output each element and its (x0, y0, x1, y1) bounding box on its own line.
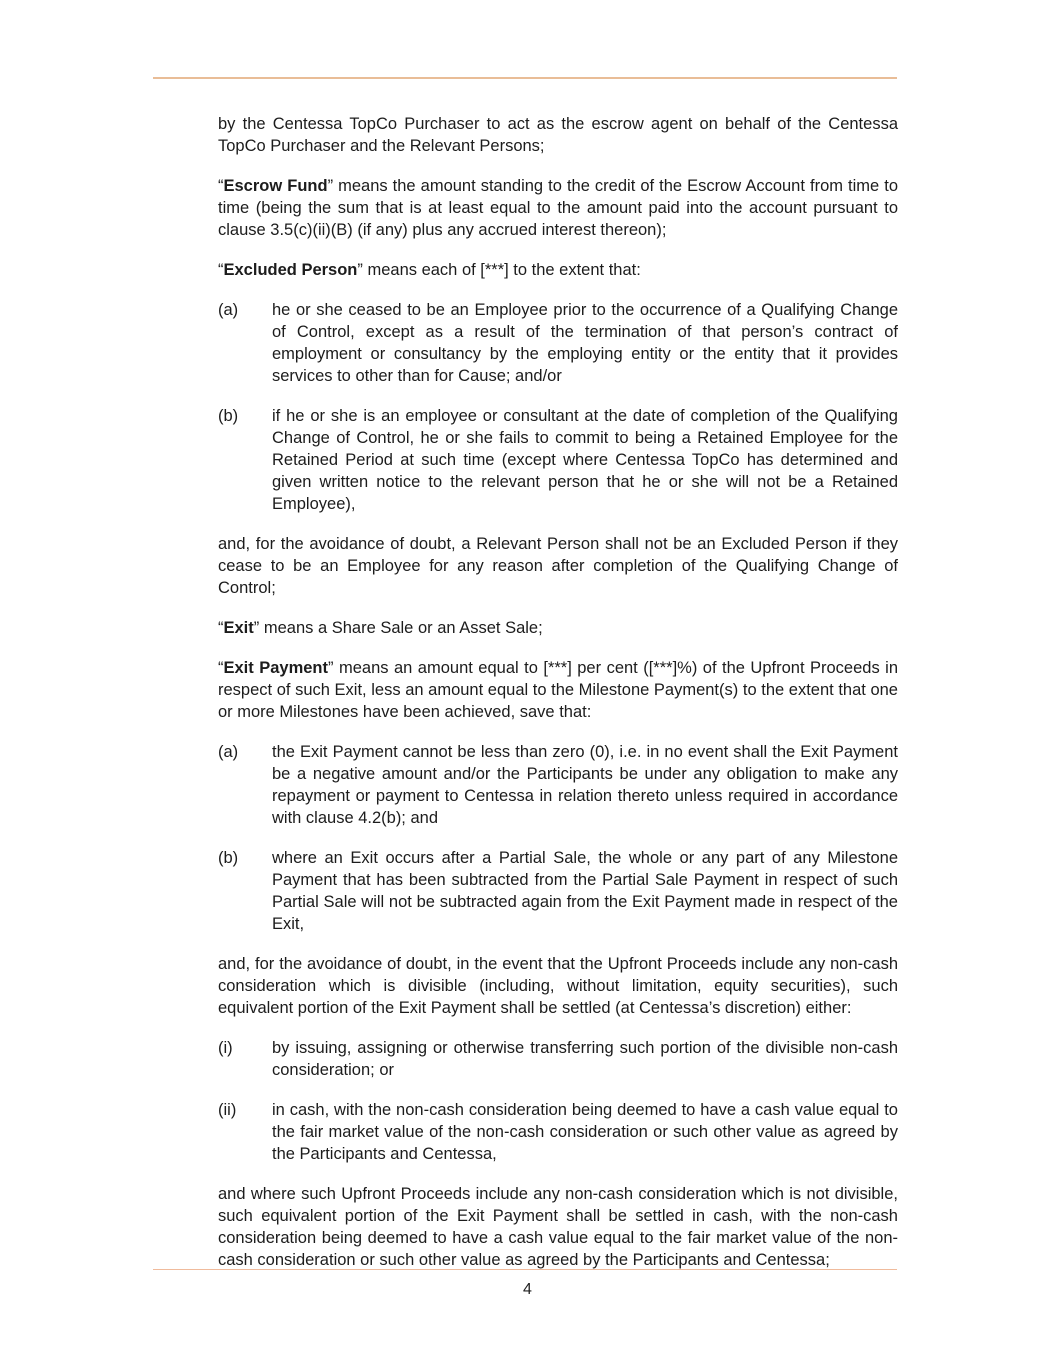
paragraph-text: in cash, with the non-cash consideration being deemed to have a cash value equal to the fair market value of the non-cash consideration or such other value as agreed by the Participants and Centessa, (272, 1101, 898, 1163)
clause-list-item (218, 741, 898, 829)
paragraph-text: the Exit Payment cannot be less than zero (0), i.e. in no event shall the Exit Payment be a negative amount and/or the Participants be under any obligation to make any repayment or payment to Centessa in relation thereto unless required in accordance with clause 4.2(b); and (272, 743, 898, 827)
clause-list-item (218, 847, 898, 935)
paragraph-text: and, for the avoidance of doubt, a Relevant Person shall not be an Excluded Person if they cease to be an Employee for any reason after completion of the Qualifying Change of Control; (218, 535, 898, 597)
clause-marker: (b) (218, 849, 239, 867)
clause-list-item (218, 1037, 898, 1081)
header-rule (153, 77, 897, 79)
open-quote: “ (218, 659, 224, 677)
paragraph-text: and, for the avoidance of doubt, in the event that the Upfront Proceeds include any non-cash consideration which is divisible (including, without limitation, equity securities), such equivalent portion of the Exit Payment shall be settled (at Centessa’s discretion) either: (218, 955, 898, 1017)
clause-marker: (a) (218, 743, 239, 761)
open-quote: “ (218, 177, 224, 195)
close-quote: ” (357, 261, 363, 279)
paragraph-text: means a Share Sale or an Asset Sale; (259, 619, 543, 637)
document-body (218, 113, 898, 1289)
clause-marker: (ii) (218, 1101, 237, 1119)
clause-list-item (218, 1099, 898, 1165)
paragraph-text: by issuing, assigning or otherwise transferring such portion of the divisible non-cash consideration; or (272, 1039, 898, 1079)
open-quote: “ (218, 619, 224, 637)
paragraph-text: he or she ceased to be an Employee prior to the occurrence of a Qualifying Change of Control, except as a result of the termination of that person’s contract of employment or consultancy by the employing entity or the entity that it provides services to other than for Cause; and/or (272, 301, 898, 385)
footer-rule (153, 1269, 897, 1270)
paragraph-text: and where such Upfront Proceeds include any non-cash consideration which is not divisible, such equivalent portion of the Exit Payment shall be settled in cash, with the non-cash consideration being deemed to have a cash value equal to the fair market value of the non-cash consideration or such other value as agreed by the Participants and Centessa; (218, 1185, 898, 1269)
clause-list-item (218, 299, 898, 387)
paragraph (218, 533, 898, 599)
close-quote: ” (328, 659, 334, 677)
paragraph-text: by the Centessa TopCo Purchaser to act as the escrow agent on behalf of the Centessa TopCo Purchaser and the Relevant Persons; (218, 115, 898, 155)
definition-paragraph (218, 617, 898, 639)
close-quote: ” (253, 619, 260, 637)
clause-marker: (b) (218, 407, 239, 425)
defined-term: Excluded Person (223, 261, 358, 279)
paragraph-text: means the amount standing to the credit of the Escrow Account from time to time (being the sum that is at least equal to the amount paid into the account pursuant to clause 3.5(c)(ii)(B) (if any) plus any accrued interest thereon); (218, 177, 898, 239)
paragraph-text: where an Exit occurs after a Partial Sale, the whole or any part of any Milestone Payment that has been subtracted from the Partial Sale Payment in respect of such Partial Sale will not be subtracted again from the Exit Payment made in respect of the Exit, (272, 849, 898, 933)
defined-term: Exit Payment (223, 659, 329, 677)
paragraph-text: means each of [***] to the extent that: (362, 261, 641, 279)
defined-term: Escrow Fund (223, 177, 328, 195)
definition-paragraph (218, 657, 898, 723)
clause-marker: (i) (218, 1039, 233, 1057)
paragraph (218, 953, 898, 1019)
paragraph-text: if he or she is an employee or consultant at the date of completion of the Qualifying Change of Control, he or she fails to commit to being a Retained Employee for the Retained Period at such time (except where Centessa TopCo has determined and given written notice to the relevant person that he or she will not be a Retained Employee), (272, 407, 898, 513)
clause-list-item (218, 405, 898, 515)
close-quote: ” (327, 177, 334, 195)
paragraph (218, 1183, 898, 1271)
definition-paragraph (218, 175, 898, 241)
clause-marker: (a) (218, 301, 239, 319)
paragraph-text: means an amount equal to [***] per cent ([***]%) of the Upfront Proceeds in respect of such Exit, less an amount equal to the Milestone Payment(s) to the extent that one or more Milestones have been achieved, save that: (218, 659, 899, 721)
open-quote: “ (218, 261, 224, 279)
defined-term: Exit (223, 619, 254, 637)
paragraph (218, 113, 898, 157)
definition-paragraph (218, 259, 898, 281)
page-number: 4 (523, 1281, 532, 1298)
